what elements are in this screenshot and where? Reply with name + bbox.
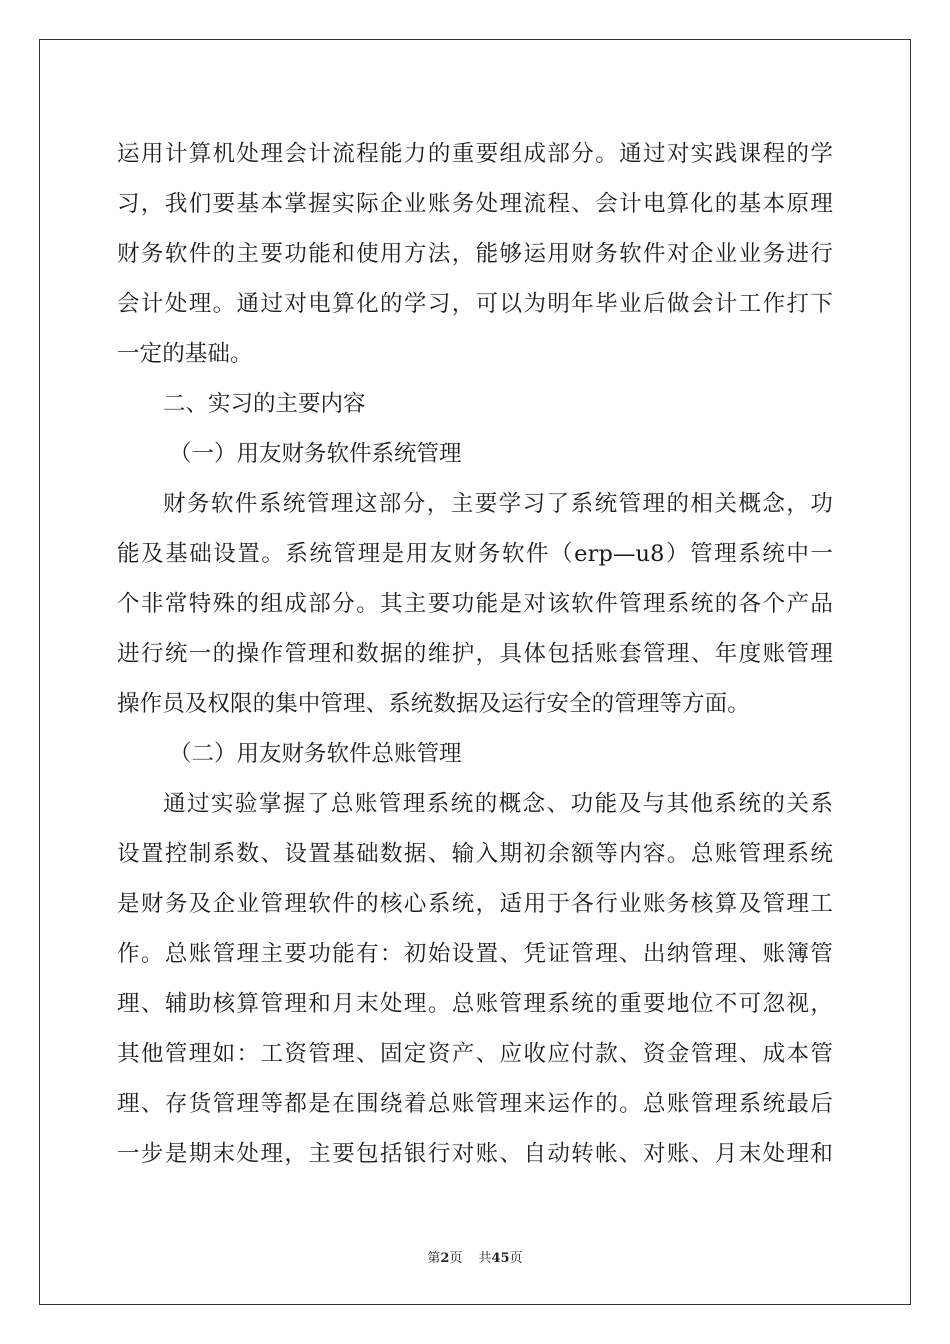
paragraph-line: 设置控制系数、设置基础数据、输入期初余额等内容。总账管理系统 [117, 841, 833, 867]
paragraph-line: 作。总账管理主要功能有：初始设置、凭证管理、出纳管理、账簿管 [117, 941, 833, 967]
subsection-heading: （一）用友财务软件系统管理 [169, 441, 462, 467]
paragraph-line: 一步是期末处理，主要包括银行对账、自动转帐、对账、月末处理和 [117, 1141, 833, 1167]
paragraph-line: 习，我们要基本掌握实际企业账务处理流程、会计电算化的基本原理 [117, 191, 833, 217]
paragraph-line: 是财务及企业管理软件的核心系统，适用于各行业账务核算及管理工 [117, 891, 833, 917]
document-body [117, 129, 833, 1179]
paragraph-line: 财务软件系统管理这部分，主要学习了系统管理的相关概念，功 [163, 491, 833, 517]
paragraph-line: 运用计算机处理会计流程能力的重要组成部分。通过对实践课程的学 [117, 141, 833, 167]
paragraph-line: 操作员及权限的集中管理、系统数据及运行安全的管理等方面。 [117, 691, 750, 717]
paragraph-line: 理、存货管理等都是在围绕着总账管理来运作的。总账管理系统最后 [117, 1091, 833, 1117]
footer-total-prefix: 共 [478, 1251, 492, 1266]
paragraph-line: 其他管理如：工资管理、固定资产、应收应付款、资金管理、成本管 [117, 1041, 833, 1067]
paragraph-line: 通过实验掌握了总账管理系统的概念、功能及与其他系统的关系 [163, 791, 833, 817]
paragraph-line: 一定的基础。 [117, 341, 253, 367]
section-heading: 二、实习的主要内容 [163, 391, 366, 417]
paragraph-line: 财务软件的主要功能和使用方法，能够运用财务软件对企业业务进行 [117, 241, 833, 267]
paragraph-line: 会计处理。通过对电算化的学习，可以为明年毕业后做会计工作打下 [117, 291, 833, 317]
footer-total-pages: 45 [491, 1251, 510, 1266]
footer-page-number: 2 [440, 1251, 450, 1266]
footer-total-suffix: 页 [509, 1251, 523, 1266]
paragraph-line: 个非常特殊的组成部分。其主要功能是对该软件管理系统的各个产品 [117, 591, 833, 617]
page-footer [0, 1247, 950, 1266]
footer-page-suffix: 页 [449, 1251, 463, 1266]
paragraph-line: 进行统一的操作管理和数据的维护，具体包括账套管理、年度账管理 [117, 641, 833, 667]
paragraph-line: 理、辅助核算管理和月末处理。总账管理系统的重要地位不可忽视， [117, 991, 833, 1017]
footer-page-prefix: 第 [427, 1251, 441, 1266]
paragraph-line: 能及基础设置。系统管理是用友财务软件（erp—u8）管理系统中一 [117, 541, 833, 567]
subsection-heading: （二）用友财务软件总账管理 [169, 741, 462, 767]
